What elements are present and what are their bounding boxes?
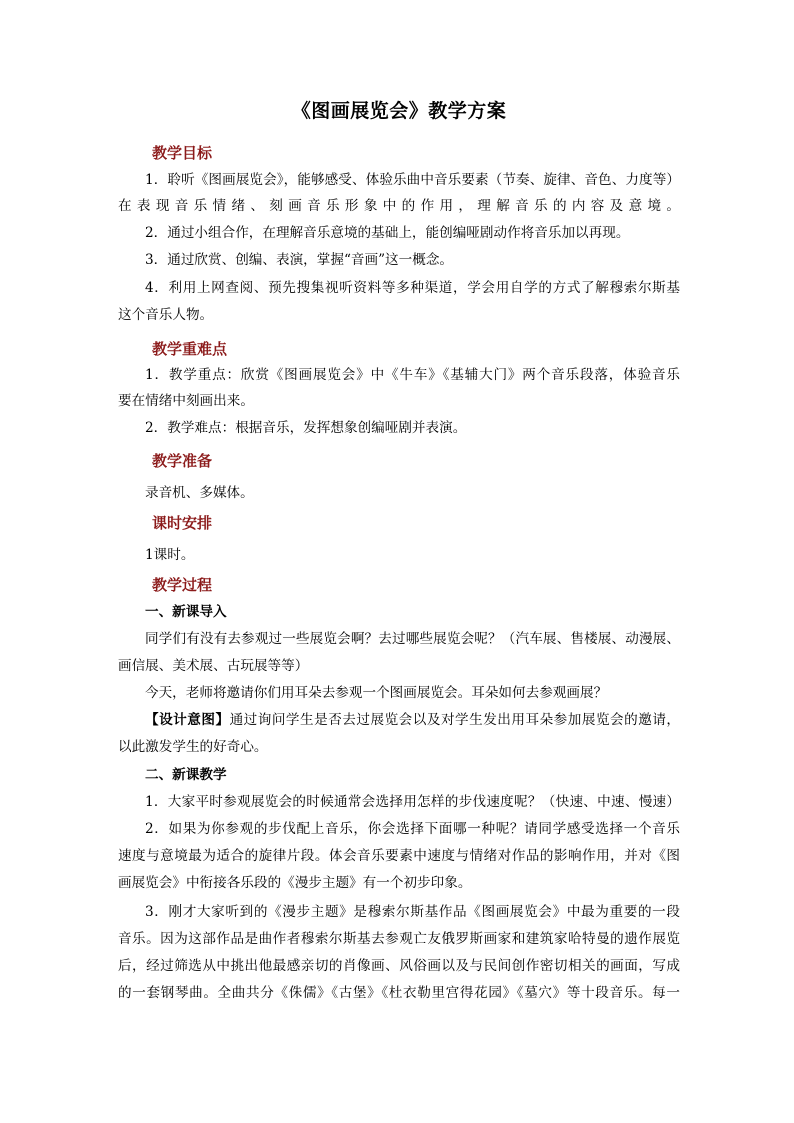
lesson-line-2: 2．如果为你参观的步伐配上音乐，你会选择下面哪一种呢？请同学感受选择一个音乐 xyxy=(145,821,680,837)
key-point-line-1: 1．教学重点：欣赏《图画展览会》中《牛车》《基辅大门》两个音乐段落，体验音乐 xyxy=(145,367,680,383)
objective-line-2: 在表现音乐情绪、刻画音乐形象中的作用，理解音乐的内容及意境。 xyxy=(118,198,680,214)
preparation-text: 录音机、多媒体。 xyxy=(145,485,254,501)
schedule-text: 1课时。 xyxy=(145,547,195,563)
subheading-new-lesson: 二、新课教学 xyxy=(145,767,227,783)
design-intent-text: 通过询问学生是否去过展览会以及对学生发出用耳朵参加展览会的邀请， xyxy=(229,712,680,728)
heading-process: 教学过程 xyxy=(152,576,213,594)
objective-line-3: 2．通过小组合作，在理解音乐意境的基础上，能创编哑剧动作将音乐加以再现。 xyxy=(145,225,630,241)
intro-line-1: 同学们有没有去参观过一些展览会啊？去过哪些展览会呢？（汽车展、售楼展、动漫展、 xyxy=(145,631,680,647)
intro-line-3: 今天，老师将邀请你们用耳朵去参观一个图画展览会。耳朵如何去参观画展？ xyxy=(145,685,608,701)
intro-line-2: 画信展、美术展、古玩展等等） xyxy=(118,658,309,674)
design-intent-line-1 xyxy=(118,711,680,729)
document-title: 《图画展览会》教学方案 xyxy=(291,100,507,122)
lesson-line-6: 音乐。因为这部作品是曲作者穆索尔斯基去参观亡友俄罗斯画家和建筑家哈特曼的遗作展览 xyxy=(118,931,680,947)
lesson-line-1: 1．大家平时参观展览会的时候通常会选择用怎样的步伐速度呢？（快速、中速、慢速） xyxy=(145,794,680,810)
lesson-line-8: 的一套钢琴曲。全曲共分《侏儒》《古堡》《杜衣勒里宫得花园》《墓穴》等十段音乐。每一 xyxy=(118,985,680,1001)
lesson-line-3: 速度与意境最为适合的旋律片段。体会音乐要素中速度与情绪对作品的影响作用，并对《图 xyxy=(118,848,680,864)
key-point-line-2: 要在情绪中刻画出来。 xyxy=(118,393,254,409)
heading-schedule: 课时安排 xyxy=(152,514,213,532)
key-point-line-3: 2．教学难点：根据音乐，发挥想象创编哑剧并表演。 xyxy=(145,420,467,436)
heading-objectives: 教学目标 xyxy=(152,144,213,162)
heading-preparation: 教学准备 xyxy=(152,452,213,470)
design-intent-line-2: 以此激发学生的好奇心。 xyxy=(118,739,268,755)
design-intent-label: 【设计意图】 xyxy=(145,712,230,728)
objective-line-4: 3．通过欣赏、创编、表演，掌握“音画”这一概念。 xyxy=(145,252,454,268)
lesson-line-7: 后，经过筛选从中挑出他最感亲切的肖像画、风俗画以及与民间创作密切相关的画面，写成 xyxy=(118,958,680,974)
objective-line-5: 4．利用上网查阅、预先搜集视听资料等多种渠道，学会用自学的方式了解穆索尔斯基 xyxy=(145,280,680,296)
lesson-line-5: 3．刚才大家听到的《漫步主题》是穆索尔斯基作品《图画展览会》中最为重要的一段 xyxy=(145,904,680,920)
objective-line-6: 这个音乐人物。 xyxy=(118,307,214,323)
objective-line-1: 1．聆听《图画展览会》，能够感受、体验乐曲中音乐要素（节奏、旋律、音色、力度等） xyxy=(145,172,680,188)
lesson-line-4: 画展览会》中衔接各乐段的《漫步主题》有一个初步印象。 xyxy=(118,875,472,891)
heading-key-points: 教学重难点 xyxy=(152,340,228,358)
subheading-intro: 一、新课导入 xyxy=(145,604,227,620)
